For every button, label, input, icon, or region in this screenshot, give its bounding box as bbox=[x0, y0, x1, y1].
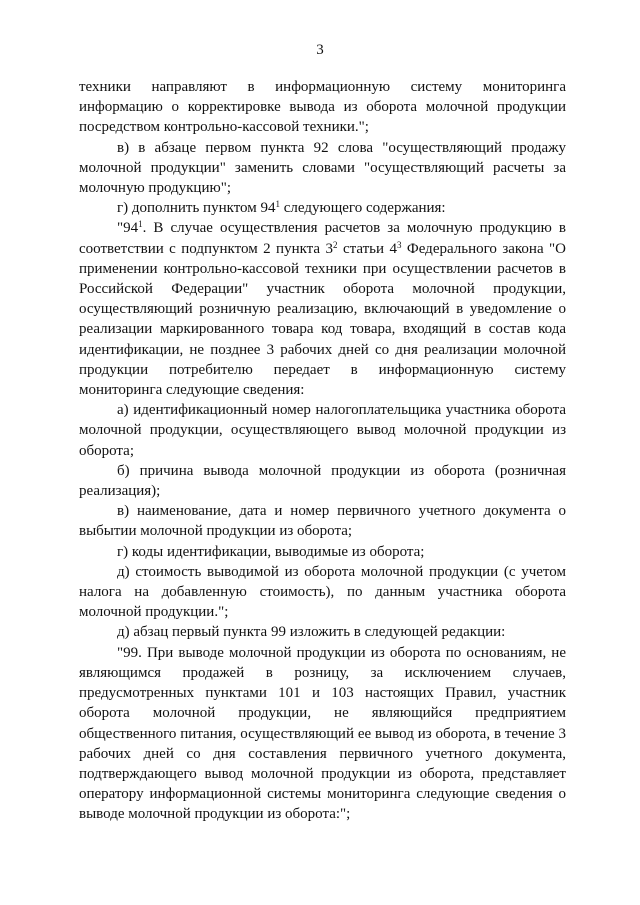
superscript: 1 bbox=[138, 219, 143, 230]
paragraph-continuation: техники направляют в информационную систему мониторинга информацию о корректировке вывода из оборота молочной продукции посредством контрольно-кассовой техники."; bbox=[79, 79, 566, 136]
text-run: следующего содержания: bbox=[280, 200, 446, 217]
superscript: 2 bbox=[333, 239, 338, 250]
paragraph-subitem-g: г) коды идентификации, выводимые из оборота; bbox=[117, 543, 425, 560]
text-run: Федерального закона "О применении контрольно-кассовой техники при осуществлении расчетов в Российской Федерации" участник оборота молочной продукции, осуществляющий розничную реализацию, включающий в уведомление о реализации маркированного товара код товара, входящий в состав кода идентификации, не позднее 3 рабочих дней со дня реализации молочной продукции потребителю передает в информационную систему мониторинга следующие сведения: bbox=[79, 240, 566, 399]
paragraph-point-94-1 bbox=[79, 218, 566, 400]
paragraph-point-99: "99. При выводе молочной продукции из оборота по основаниям, не являющимся продажей в розницу, за исключением случаев, предусмотренных пунктами 101 и 103 настоящих Правил, участник оборота молочной продукции, не являющийся предприятием общественного питания, осуществляющий ее вывод из оборота, в течение 3 рабочих дней со дня составления первичного учетного документа, подтверждающего вывод молочной продукции из оборота, представляет оператору информационной системы мониторинга следующие сведения о выводе молочной продукции из оборота:"; bbox=[79, 644, 566, 823]
page-number: 3 bbox=[316, 42, 324, 58]
paragraph-subitem-d: д) стоимость выводимой из оборота молочной продукции (с учетом налога на добавленную стоимость), по данным участника оборота молочной продукции."; bbox=[79, 563, 566, 621]
paragraph-subitem-b: б) причина вывода молочной продукции из оборота (розничная реализация); bbox=[79, 462, 566, 500]
paragraph-subitem-v: в) наименование, дата и номер первичного учетного документа о выбытии молочной продукции из оборота; bbox=[79, 503, 566, 540]
document-body bbox=[79, 77, 566, 825]
paragraph-item-d: д) абзац первый пункта 99 изложить в следующей редакции: bbox=[117, 624, 506, 641]
paragraph-item-v: в) в абзаце первом пункта 92 слова "осуществляющий продажу молочной продукции" заменить словами "осуществляющий расчеты за молочную продукцию"; bbox=[79, 139, 566, 197]
text-run: г) дополнить пунктом 94 bbox=[117, 200, 276, 217]
text-run: . В случае осуществления расчетов за молочную продукцию в соответствии с подпунктом 2 пункта 3 bbox=[79, 220, 566, 257]
text-run: статьи 4 bbox=[337, 240, 397, 257]
paragraph-subitem-a: а) идентификационный номер налогоплательщика участника оборота молочной продукции, осуществляющего вывод молочной продукции из оборота; bbox=[79, 402, 566, 459]
superscript: 3 bbox=[396, 239, 402, 250]
paragraph-item-g bbox=[79, 198, 566, 218]
text-run: "94 bbox=[117, 220, 139, 237]
superscript: 1 bbox=[275, 199, 281, 210]
